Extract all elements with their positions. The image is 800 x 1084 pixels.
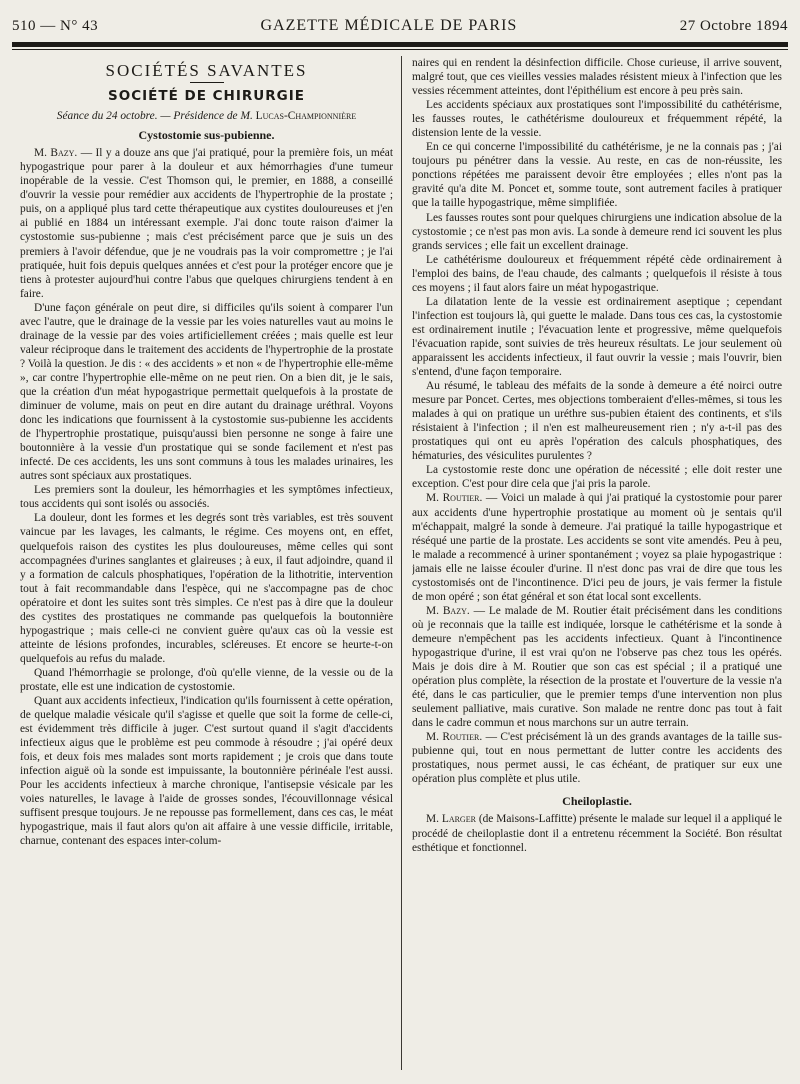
speaker-name: M. Larger bbox=[426, 813, 476, 826]
paragraph: M. Routier. — Voici un malade à qui j'ai pratiqué la cystostomie pour parer aux accidents d'une hypertrophie prostatique au moment où je sentais qu'il m'échappait, malgré la sonde à demeure. J'ai pratiqué la taille hypogastrique et réséqué une partie de la prostate. Les accidents se sont vite amendés. Peu à peu, le malade a recommencé à uriner spontanément ; voyez sa plaie hypogastrique : jamais elle ne laisse écouler d'urine. Il n'est donc pas vrai de dire que tous les cystostomisés ont de l'incontinence. D'ici peu de jours, je vais fermer la fistule de mon opéré ; son état général et son état local sont excellents. bbox=[412, 492, 782, 603]
paragraph: Quand l'hémorrhagie se prolonge, d'où qu'elle vienne, de la vessie ou de la prostate, elle est une indication de cystostomie. bbox=[20, 666, 393, 693]
paragraph: La douleur, dont les formes et les degrés sont très variables, est très souvent vaincue par les lavages, les calmants, le régime. Ces moyens ont, en effet, quelquefois raison des cystites les plus douloureuses, même celles qui sont accompagnées d'urines sanglantes et glaireuses ; à eux, il faut adjoindre, quand il y a formation de calculs phosphatiques, l'opération de la lithotritie, intervention tout à fait recommandable dans l'espèce, qui ne s'accompagne pas de choc opératoire et dont les suites sont très simples. Ce n'est pas à dire que la douleur des cystites des prostatiques ne commande pas quelquefois la boutonnière hypogastrique ; mais celle-ci ne convient guère qu'aux cas où la vessie est atteinte de lésions profondes, incurables, scléreuses. Et encore se heurte-t-on quelquefois au refus du malade. bbox=[20, 512, 393, 665]
speaker-name: M. Bazy. bbox=[426, 604, 470, 617]
paragraph: Quant aux accidents infectieux, l'indication qu'ils fournissent à cette opération, de quelque maladie vésicale qu'il s'agisse et quelle que soit la forme de celle-ci, est évidemment très difficile à juger. C'est surtout quand il s'agit d'accidents infectieux aigus que le problème est peu commode à résoudre ; j'ai opéré deux fois, et deux fois mes malades sont morts rapidement ; je crois que dans toute infection aiguë où la sonde est impuissante, la boutonnière périnéale l'est aussi. Pour les accidents infectieux à marche chronique, l'antisepsie vésicale par les voies naturelles, le lavage à l'aide de grosses sondes, l'écouvillonnage vésical suffisent presque toujours. Je ne repousse pas formellement, dans ces cas, le méat hypogastrique, mais il faut alors qu'on ait affaire à une vessie difficile, irritable, charnue, contenant des espaces inter-colum- bbox=[20, 695, 393, 848]
left-column bbox=[20, 56, 393, 1070]
paragraph: naires qui en rendent la désinfection difficile. Chose curieuse, il arrive souvent, malgré tout, que ces vieilles vessies malades résistent mieux à l'infection que les vessies récemment atteintes, dont l'épithélium est encore à peu près sain. bbox=[412, 57, 782, 98]
society-title: SOCIÉTÉ DE CHIRURGIE bbox=[108, 88, 305, 105]
right-column bbox=[412, 56, 782, 1070]
speaker-name: M. Routier. bbox=[426, 492, 483, 505]
page-header bbox=[12, 14, 788, 38]
paragraph: Les accidents spéciaux aux prostatiques sont l'impossibilité du cathétérisme, les fausses routes, le cathétérisme douloureux et fréquemment répété, la distension lente de la vessie. bbox=[412, 99, 782, 140]
article-subtitle: Cystostomie sus-pubienne. bbox=[138, 128, 275, 143]
paragraph: La dilatation lente de la vessie est ordinairement aseptique ; cependant l'infection est toujours là, qui guette le malade. Dans tous ces cas, la cystostomie est ordinairement inutile ; l'évacuation lente et progressive, même quelquefois l'évacuation rapide, sont suivies de très heureux résultats. Le jour seulement où apparaissent les accidents infectieux, il faut ouvrir la vessie ; mais l'ouvrir, bien s'entend, d'une façon temporaire. bbox=[412, 295, 782, 379]
section-title: SOCIÉTÉS SAVANTES bbox=[105, 61, 308, 80]
paragraph: M. Routier. — C'est précisément là un des grands avantages de la taille sus-pubienne qui, tout en nous permettant de lutter contre les accidents des prostatiques, nous permet aussi, le cas échéant, de pratiquer sur eux une opération plus complète et plus utile. bbox=[412, 731, 782, 786]
paragraph: Les premiers sont la douleur, les hémorrhagies et les symptômes infectieux, tous accidents qui sont isolés ou associés. bbox=[20, 484, 393, 511]
session-date: Séance du 24 octobre. bbox=[56, 110, 158, 123]
speaker-name: M. Routier. bbox=[426, 731, 483, 744]
page-number: 510 — N° 43 bbox=[12, 17, 99, 34]
paragraph: Le cathétérisme douloureux et fréquemment répété cède ordinairement à l'emploi des bains, de l'eau chaude, des calmants ; quelquefois il résiste à tous ces moyens ; il faut alors faire un méat hypogastrique. bbox=[412, 253, 782, 294]
section-divider bbox=[190, 82, 224, 83]
paragraph: Les fausses routes sont pour quelques chirurgiens une indication absolue de la cystostomie ; ce n'est pas mon avis. La sonde à demeure rend ici souvent les plus grands services ; elle fait un excellent drainage. bbox=[412, 211, 782, 252]
journal-title: GAZETTE MÉDICALE DE PARIS bbox=[260, 17, 518, 34]
paragraph: La cystostomie reste donc une opération de nécessité ; elle doit rester une exception. C'est pour dire cela que j'ai pris la parole. bbox=[412, 464, 782, 491]
paragraph: M. Larger (de Maisons-Laffitte) présente le malade sur lequel il a appliqué le procédé de cheiloplastie dont il a entretenu récemment la Société. Bon résultat esthétique et fonctionnel. bbox=[412, 813, 782, 854]
paragraph: En ce qui concerne l'impossibilité du cathétérisme, je ne la connais pas ; j'ai toujours pu pénétrer dans la vessie. Au reste, en cas de non-réussite, les ponctions répétées me paraissent devoir être employées ; elles n'ont pas la gravité qu'a dite M. Poncet et, somme toute, sont autrement faciles à pratiquer que la taille hypogastrique, même simplifiée. bbox=[412, 141, 782, 210]
column-separator bbox=[401, 56, 402, 1070]
header-rule-thin bbox=[12, 49, 788, 50]
presidency-prefix: — Présidence de M. bbox=[157, 110, 256, 123]
paragraph: M. Bazy. — Le malade de M. Routier était précisément dans les conditions où je reconnais que la taille est indiquée, lorsque le cathétérisme et la sonde à demeure n'empêchent pas les accidents infectieux. Quant à l'incontinence hypogastrique d'urine, il est vrai qu'on ne l'observe pas chez tous les opérés. Mais je dois dire à M. Routier que son cas est spécial ; il a pratiqué une opération plus complète, la résection de la prostate et l'ouverture de la vessie n'a été, dans le cas particulier, que le premier temps d'une intervention non plus seulement palliative, mais curative. Son malade ne rentre donc pas tout à fait dans le cadre commun et nous marchons sur un autre terrain. bbox=[412, 604, 782, 730]
article-subtitle: Cheiloplastie. bbox=[562, 794, 632, 809]
header-rule-thick bbox=[12, 42, 788, 47]
paragraph: D'une façon générale on peut dire, si difficiles qu'ils soient à comparer l'un avec l'autre, que le drainage de la vessie par les voies naturelles vaut au moins le drainage de la vessie par des voies artificiellement créées ; mais quelle est leur valeur réciproque dans le traitement des accidents de l'hypertrophie de la prostate ? Voilà la question. Je dis : « des accidents » et non « de l'hypertrophie elle-même », car contre l'hypertrophie elle-même on ne peut rien. On a bien dit, je le sais, que la création d'un méat hypogastrique permettait quelquefois à la prostate de diminuer de volume, mais on peut en dire autant du drainage uréthral. Voyons donc les indications que fournissent à la cystostomie sus-pubienne les accidents de l'hypertrophie prostatique, puisqu'aussi bien personne ne songe à faire une boutonnière à la vessie d'un prostatique qui se sonde facilement et n'est pas infecté. De ces accidents, les uns sont communs à tous les malades urinaires, les autres sont spéciaux aux prostatiques. bbox=[20, 301, 393, 483]
president-name: Lucas-Championnière bbox=[255, 110, 357, 123]
speaker-name: M. Bazy. bbox=[34, 147, 78, 160]
session-line bbox=[20, 109, 393, 123]
issue-date: 27 Octobre 1894 bbox=[679, 17, 788, 34]
paragraph: Au résumé, le tableau des méfaits de la sonde à demeure a été noirci outre mesure par Poncet. Certes, mes objections tomberaient d'elles-mêmes, si tous les malades à qui on pratique un uréthre sus-pubien étaient des continents, et s'ils résistaient à l'infection ; il n'en est malheureusement rien ; n'y a-t-il pas des prostatiques qui ont eu après l'opération des calculs phosphatiques, des hématuries, des vésiculites purulentes ? bbox=[412, 380, 782, 463]
paragraph: M. Bazy. — Il y a douze ans que j'ai pratiqué, pour la première fois, un méat hypogastrique pour parer à la douleur et aux hémorrhagies d'une tumeur inopérable de la vessie. C'est Thomson qui, le premier, en 1888, a conseillé d'ouvrir la vessie pour remédier aux accidents de l'hypertrophie de la prostate ; puis, on a appliqué plus tard cette thérapeutique aux cystites douloureuses et j'en ai publié en 1884 un intéressant exemple. J'ai donc toute raison d'aimer la cystostomie sus-pubienne ; mais c'est précisément parce que je suis un des premiers à l'avoir défendue, que je ne voudrais pas la voir compromettre ; je l'ai pratiquée, huit fois depuis quelques années et c'est pour la protéger encore que je tiens à protester aujourd'hui contre l'abus que quelques chirurgiens tendent à en faire. bbox=[20, 147, 393, 300]
